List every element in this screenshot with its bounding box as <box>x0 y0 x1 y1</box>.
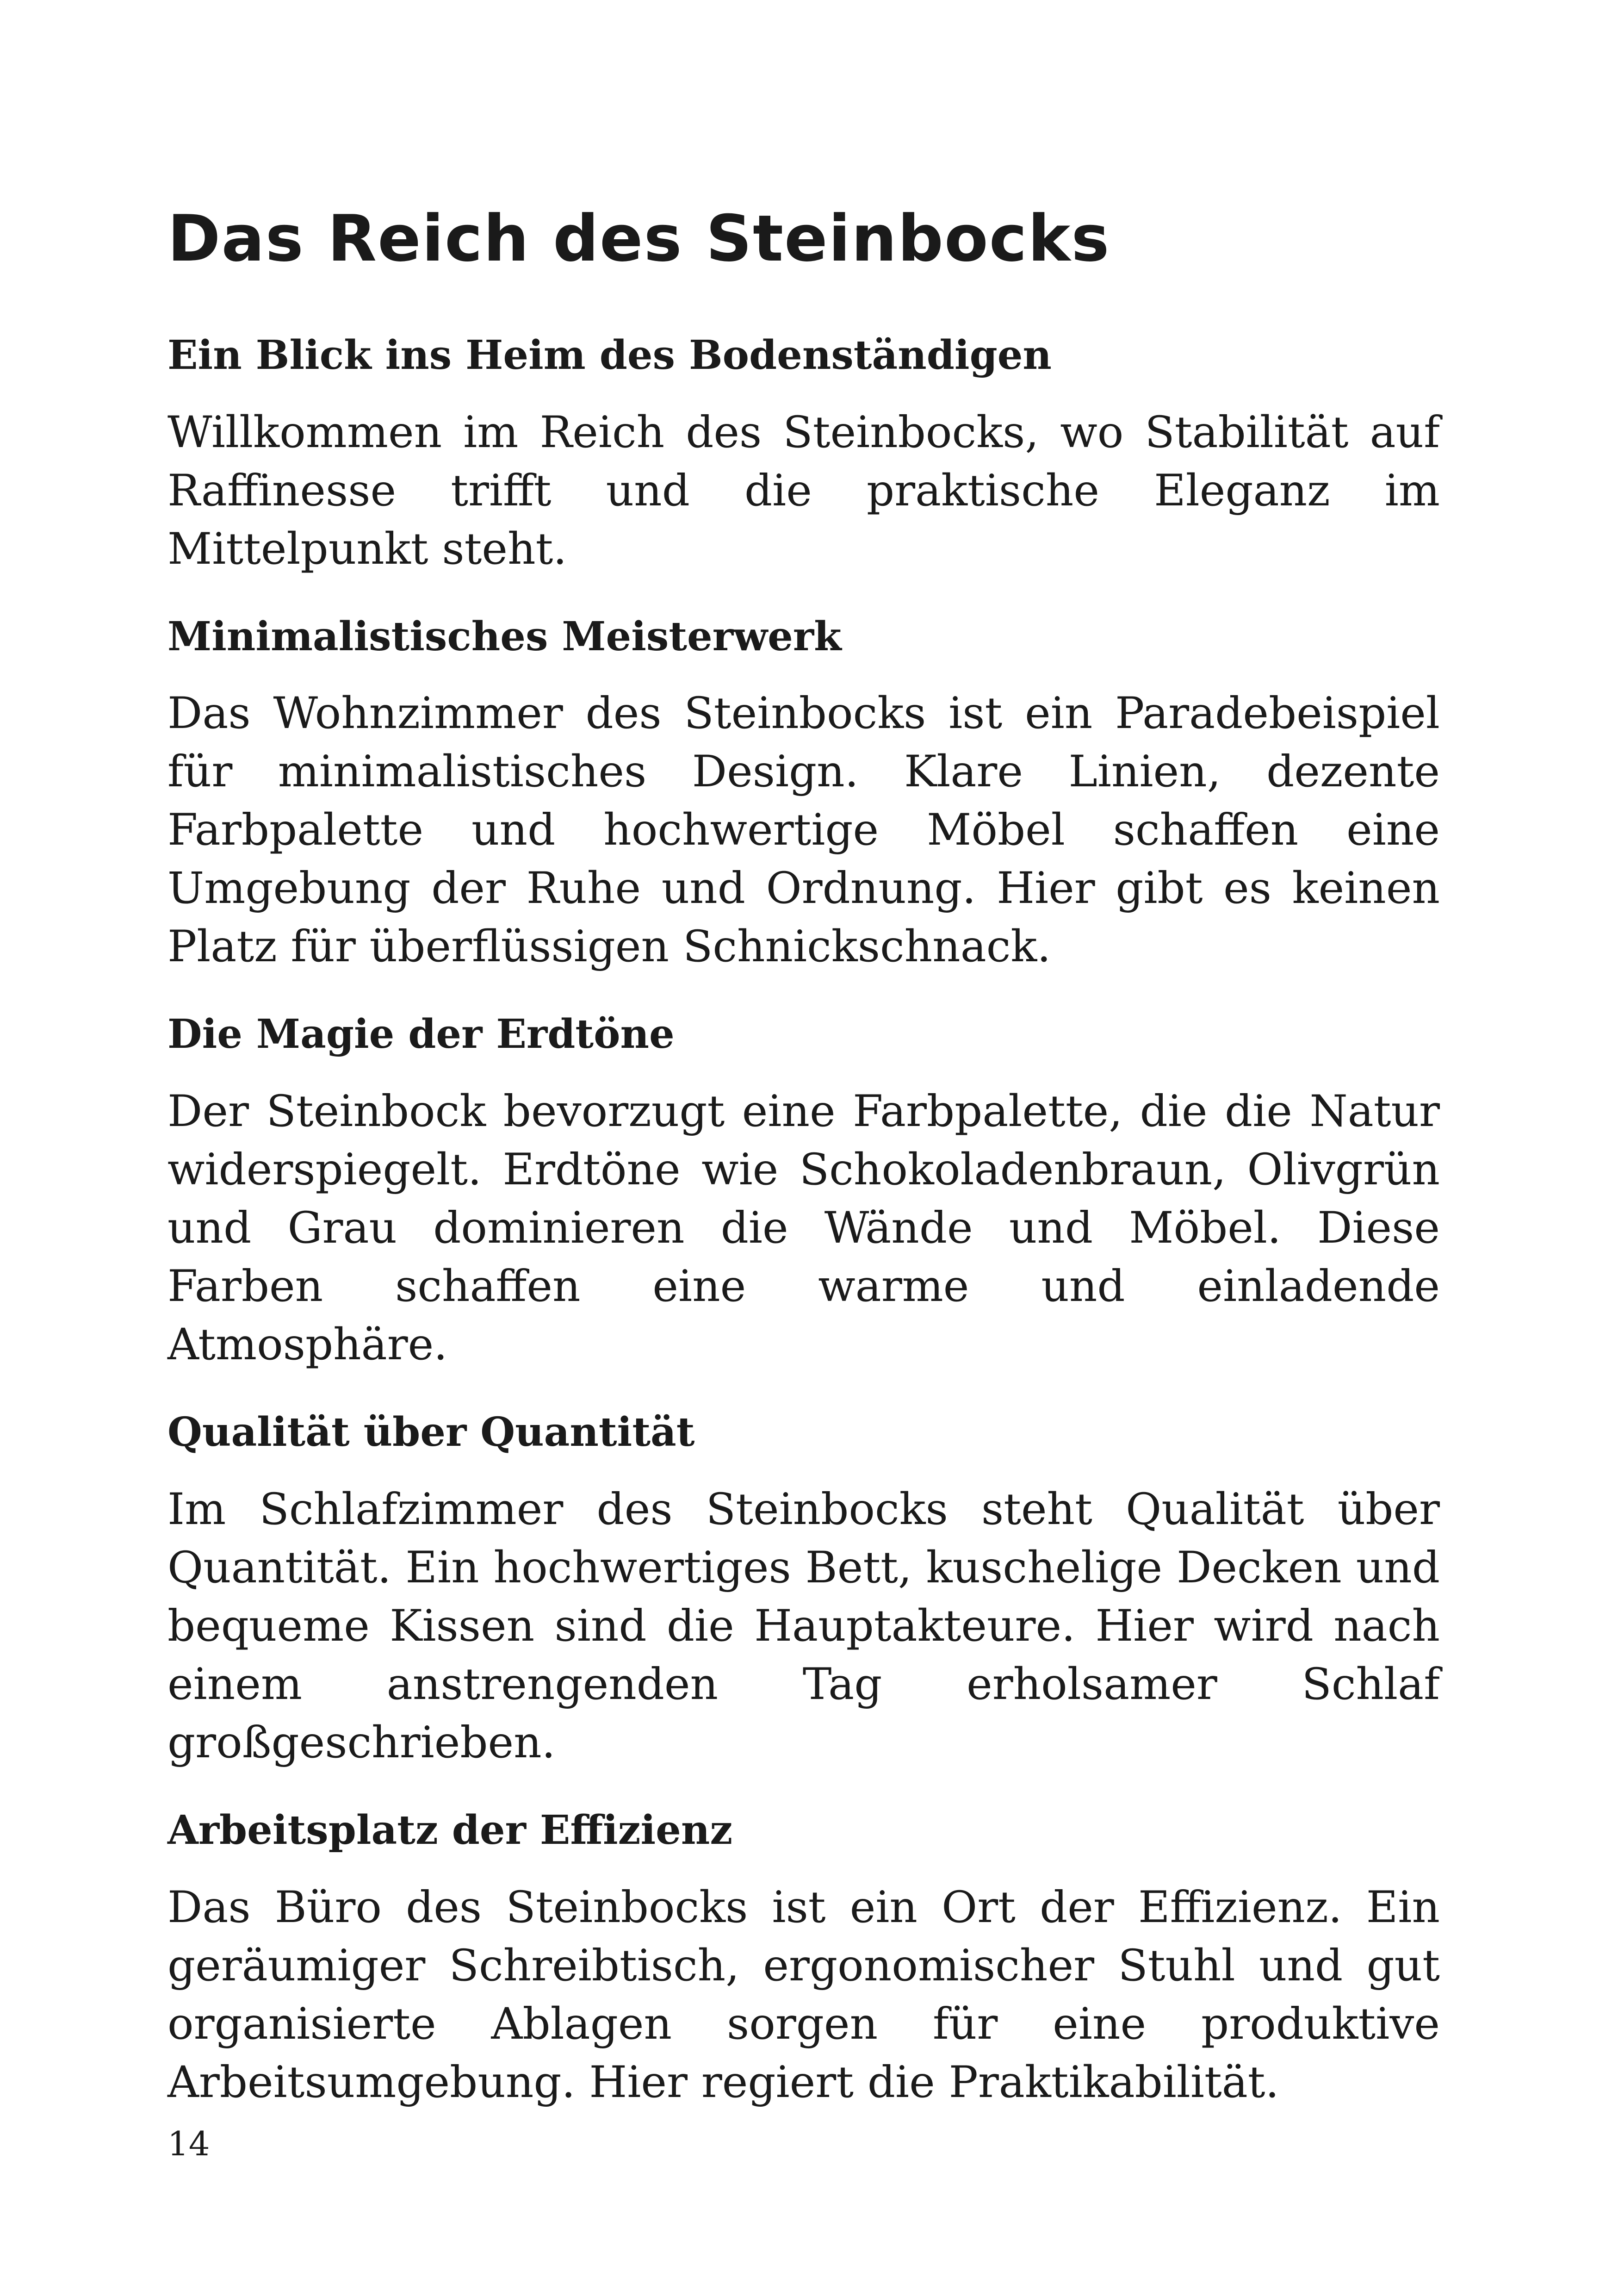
page-content <box>167 201 1440 2144</box>
section-heading-intro: Ein Blick ins Heim des Bodenständigen <box>167 331 1052 379</box>
section-heading-workspace: Arbeitsplatz der Effizienz <box>167 1806 733 1854</box>
section-text-minimalism: Das Wohnzimmer des Steinbocks ist ein Paradebeispiel für minimalistisches Design. Klare Linien, dezente Farbpalette und hochwertige Möbel schaffen eine Umgebung der Ruhe und Ordnung. Hier gibt es keinen Platz für überflüssigen Schnickschnack. <box>167 688 1440 972</box>
section-heading-minimalism: Minimalistisches Meisterwerk <box>167 613 842 660</box>
section-text-earth-tones: Der Steinbock bevorzugt eine Farbpalette, die die Natur widerspiegelt. Erdtöne wie Schokoladenbraun, Olivgrün und Grau dominieren die Wände und Möbel. Diese Farben schaffen eine warme und einladende Atmosphäre. <box>167 1086 1440 1370</box>
page-number: 14 <box>167 2124 210 2163</box>
section-heading-quality: Qualität über Quantität <box>167 1409 695 1456</box>
section-text-workspace: Das Büro des Steinbocks ist ein Ort der Effizienz. Ein geräumiger Schreibtisch, ergonomischer Stuhl und gut organisierte Ablagen sorgen für eine produktive Arbeitsumgebung. Hier regiert die Praktikabilität. <box>167 1882 1440 2108</box>
section-text-intro: Willkommen im Reich des Steinbocks, wo Stabilität auf Raffinesse trifft und die praktische Eleganz im Mittelpunkt steht. <box>167 407 1440 574</box>
page-title: Das Reich des Steinbocks <box>167 201 1110 276</box>
section-text-quality: Im Schlafzimmer des Steinbocks steht Qualität über Quantität. Ein hochwertiges Bett, kuschelige Decken und bequeme Kissen sind die Hauptakteure. Hier wird nach einem anstrengenden Tag erholsamer Schlaf großgeschrieben. <box>167 1484 1440 1768</box>
section-heading-earth-tones: Die Magie der Erdtöne <box>167 1011 675 1058</box>
